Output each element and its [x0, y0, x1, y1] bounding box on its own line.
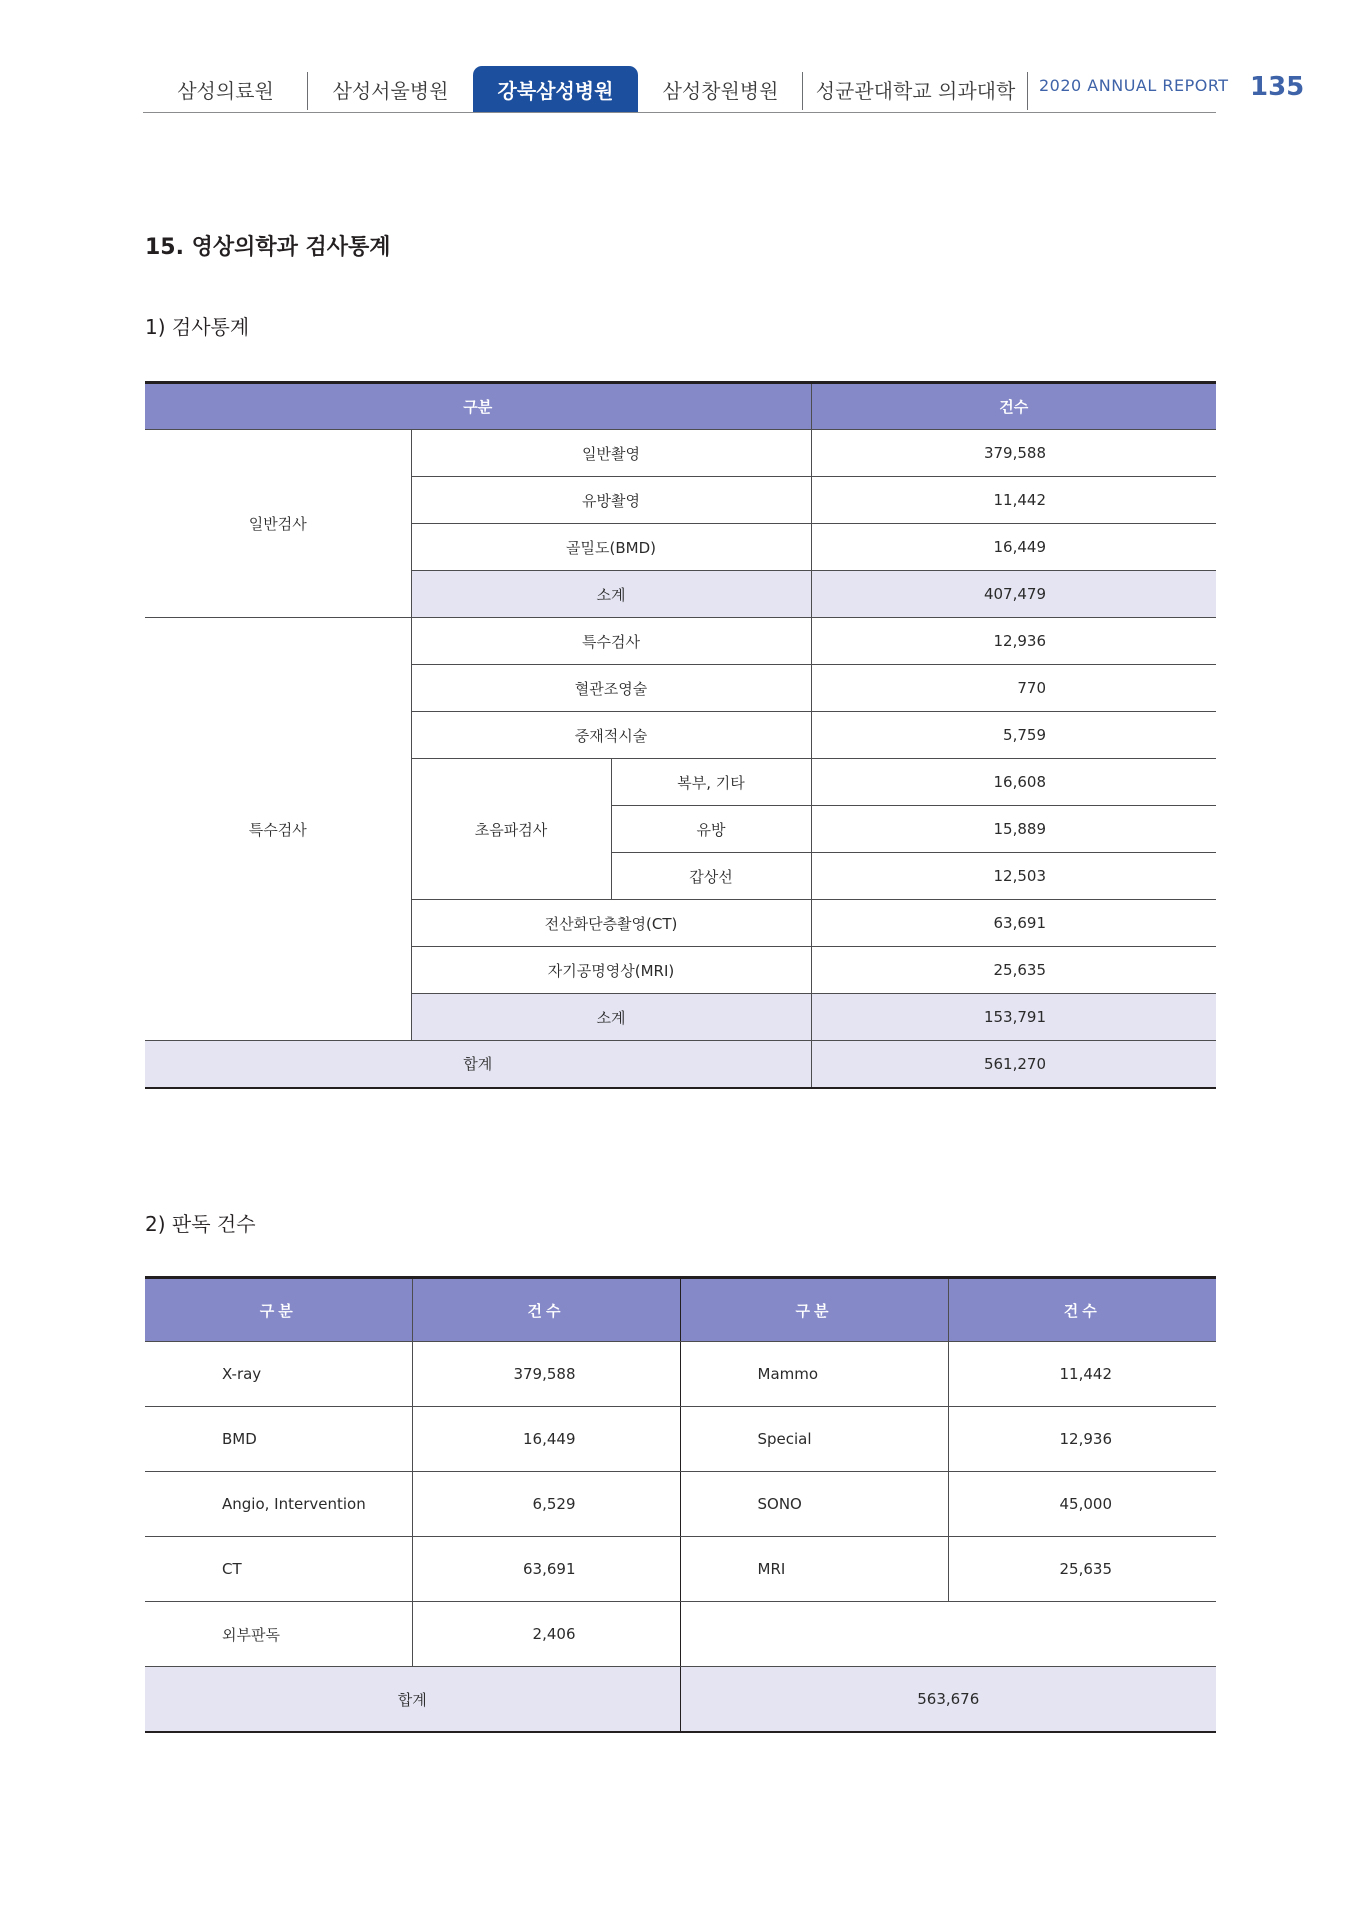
row-count: 11,442 [948, 1342, 1216, 1407]
row-count: 16,608 [811, 759, 1216, 806]
row-count: 770 [811, 665, 1216, 712]
row-label: 일반촬영 [411, 430, 811, 477]
hospital-tabs [143, 66, 1028, 112]
row-label: 특수검사 [411, 618, 811, 665]
total-row [145, 1041, 1216, 1088]
col-header-count: 건수 [948, 1278, 1216, 1342]
total-row [145, 1667, 1216, 1733]
row-count: 12,936 [948, 1407, 1216, 1472]
page-number: 135 [1250, 72, 1305, 102]
tab-label: 삼성의료원 [177, 78, 274, 103]
col-header-category: 구분 [145, 383, 811, 430]
subtotal-count: 153,791 [811, 994, 1216, 1041]
ultrasound-group-label: 초음파검사 [411, 759, 611, 900]
table-row [145, 1407, 1216, 1472]
total-label: 합계 [145, 1041, 811, 1088]
subtotal-label: 소계 [411, 571, 811, 618]
group-label-general: 일반검사 [145, 430, 411, 618]
row-count: 25,635 [811, 947, 1216, 994]
table-row [145, 1342, 1216, 1407]
row-label: 중재적시술 [411, 712, 811, 759]
row-count: 12,936 [811, 618, 1216, 665]
col-header-count: 건수 [811, 383, 1216, 430]
total-count: 563,676 [680, 1667, 1216, 1733]
row-count: 6,529 [412, 1472, 680, 1537]
row-label: 전산화단층촬영(CT) [411, 900, 811, 947]
row-label: 외부판독 [145, 1602, 412, 1667]
row-label: 유방 [611, 806, 811, 853]
table-row [145, 618, 1216, 665]
tab-kangbuk-samsung-hospital[interactable] [473, 66, 638, 112]
row-label: Special [680, 1407, 948, 1472]
tab-label: 강북삼성병원 [497, 78, 614, 103]
reading-counts-subtitle: 2) 판독 건수 [145, 1212, 256, 1236]
row-count: 63,691 [412, 1537, 680, 1602]
exam-stats-table [145, 381, 1216, 1089]
tab-label: 삼성서울병원 [332, 78, 449, 103]
row-count: 379,588 [811, 430, 1216, 477]
row-count: 12,503 [811, 853, 1216, 900]
reading-counts-table [145, 1276, 1216, 1733]
tab-label: 성균관대학교 의과대학 [815, 78, 1016, 103]
row-count: 63,691 [811, 900, 1216, 947]
row-label: 유방촬영 [411, 477, 811, 524]
row-count: 25,635 [948, 1537, 1216, 1602]
row-label: 골밀도(BMD) [411, 524, 811, 571]
group-label-special: 특수검사 [145, 618, 411, 1041]
empty-cell [680, 1602, 1216, 1667]
row-label: Mammo [680, 1342, 948, 1407]
row-count: 11,442 [811, 477, 1216, 524]
row-label: CT [145, 1537, 412, 1602]
row-label: BMD [145, 1407, 412, 1472]
row-label: MRI [680, 1537, 948, 1602]
row-label: X-ray [145, 1342, 412, 1407]
table-row [145, 1537, 1216, 1602]
subtotal-label: 소계 [411, 994, 811, 1041]
col-header-category: 구분 [680, 1278, 948, 1342]
table-row [145, 1472, 1216, 1537]
tab-samsung-seoul-hospital[interactable] [308, 66, 473, 112]
page-header [143, 66, 1229, 113]
col-header-count: 건수 [412, 1278, 680, 1342]
row-count: 16,449 [811, 524, 1216, 571]
total-label: 합계 [145, 1667, 680, 1733]
row-label: SONO [680, 1472, 948, 1537]
row-count: 2,406 [412, 1602, 680, 1667]
tab-samsung-medical-center[interactable] [143, 66, 308, 112]
row-count: 379,588 [412, 1342, 680, 1407]
table-row [145, 430, 1216, 477]
row-count: 15,889 [811, 806, 1216, 853]
annual-report-title: 2020 ANNUAL REPORT [1039, 76, 1229, 95]
row-label: 자기공명영상(MRI) [411, 947, 811, 994]
col-header-category: 구분 [145, 1278, 412, 1342]
tab-samsung-changwon-hospital[interactable] [638, 66, 803, 112]
row-count: 16,449 [412, 1407, 680, 1472]
tab-skku-medicine[interactable] [803, 66, 1028, 112]
section-title: 15. 영상의학과 검사통계 [145, 235, 391, 260]
row-label: Angio, Intervention [145, 1472, 412, 1537]
exam-stats-subtitle: 1) 검사통계 [145, 315, 250, 339]
row-count: 5,759 [811, 712, 1216, 759]
row-label: 복부, 기타 [611, 759, 811, 806]
total-count: 561,270 [811, 1041, 1216, 1088]
row-label: 갑상선 [611, 853, 811, 900]
table-row [145, 1602, 1216, 1667]
subtotal-count: 407,479 [811, 571, 1216, 618]
row-label: 혈관조영술 [411, 665, 811, 712]
tab-label: 삼성창원병원 [662, 78, 779, 103]
row-count: 45,000 [948, 1472, 1216, 1537]
